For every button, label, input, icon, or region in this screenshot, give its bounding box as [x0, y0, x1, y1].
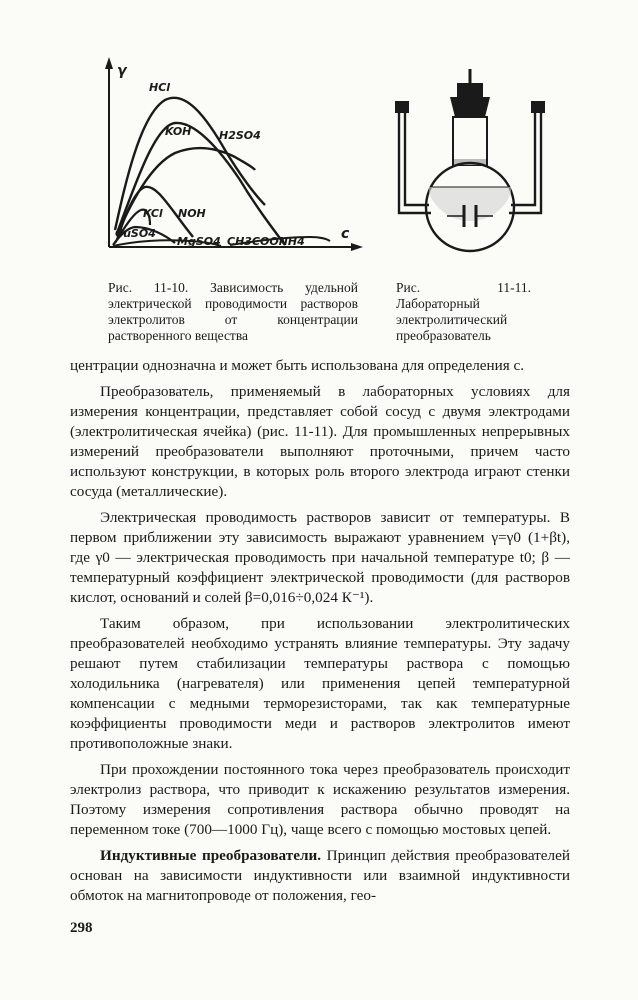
x-axis-label: c — [341, 226, 350, 242]
figure-11-10-caption: Рис. 11-10. Зависимость удельной электрической проводимости растворов электролитов от концентрации растворенного вещества — [108, 280, 358, 343]
y-axis-label: γ — [117, 63, 127, 79]
label-cuso4: CuSO4 — [115, 227, 156, 240]
label-koh: KOH — [165, 125, 192, 138]
label-mgso4: MgSO4 — [177, 235, 221, 248]
paragraph-6-text: Принцип действия преобразователей основан на зависимости индуктивности или взаимной индуктивности обмоток на магнитопроводе от положения, гео- — [70, 847, 570, 904]
figure-11-11-cell — [395, 65, 550, 270]
paragraph-4: Таким образом, при использовании электролитических преобразователей необходимо устранять влияние температуры. Эту задачу решают путем стабилизации температуры раствора с помощью холодильника (нагревателя) или применения цепей температурной компенсации с медными терморезисторами, так как температурные коэффициенты проводимости меди и растворов электролитов имеют противоположные знаки. — [70, 615, 570, 752]
paragraph-1: центрации однозначна и может быть использована для определения c. — [70, 357, 525, 374]
main-text — [70, 356, 570, 906]
figure-11-10-plot — [95, 55, 365, 260]
paragraph-2: Преобразователь, применяемый в лабораторных условиях для измерения концентрации, представляет собой сосуд с двумя электродами (электролитическая ячейка) (рис. 11-11). Для промышленных непрерывных измерений преобразователи выполняют проточными, причем часто используют конструкции, в которых роль второго электрода играют стенки сосуда (металлические). — [70, 383, 570, 500]
paragraph-6 — [70, 846, 570, 906]
label-ch3coonh4: CH3COONH4 — [227, 235, 305, 248]
label-kcl: KCl — [143, 207, 163, 220]
label-h2so4: H2SO4 — [219, 129, 261, 142]
paragraph-3: Электрическая проводимость растворов зависит от температуры. В первом приближении эту зависимость выражают уравнением γ=γ0 (1+βt), где γ0 — электрическая проводимость при начальной температуре t0; β — температурный коэффициент электрической проводимости (для растворов кислот, оснований и солей β=0,016÷0,024 К⁻¹). — [70, 509, 570, 606]
y-axis-arrow — [105, 57, 113, 69]
section-heading: Индуктивные преобразователи. — [100, 847, 322, 864]
label-naoh: NOH — [178, 207, 206, 220]
paragraph-5: При прохождении постоянного тока через преобразователь происходит электролиз раствора, что приводит к искажению результатов измерения. Поэтому измерения сопротивления раствора обычно проводят на переменном токе (700—1000 Гц), чаще всего с помощью мостовых цепей. — [70, 761, 570, 838]
label-hcl: HCl — [149, 81, 171, 94]
figure-11-11-caption: Рис. 11-11. Лабораторный электролитический преобразователь — [396, 280, 531, 343]
page-number: 298 — [70, 920, 93, 936]
x-axis-arrow — [351, 243, 363, 251]
